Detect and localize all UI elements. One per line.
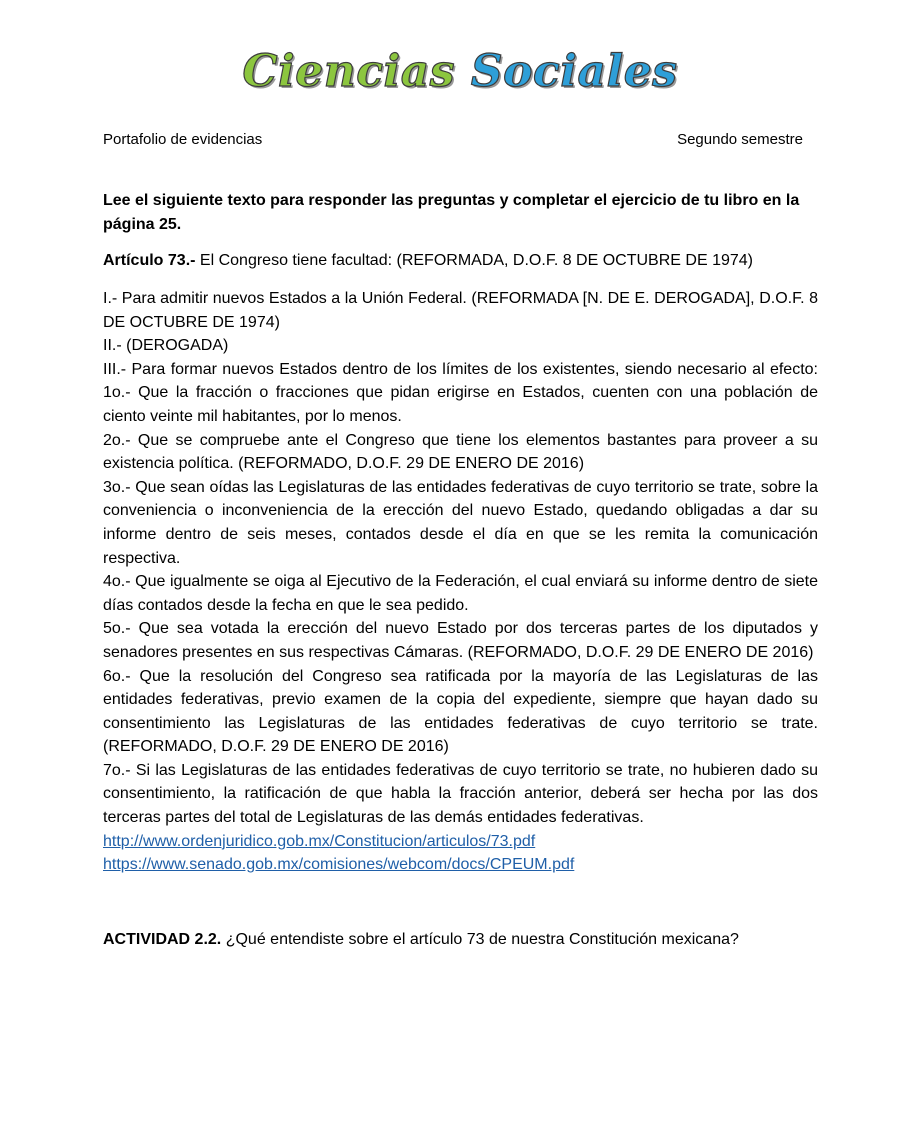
activity-label: ACTIVIDAD 2.2. — [103, 930, 222, 948]
ciencias-sociales-logo — [242, 46, 678, 97]
activity-question-text: ¿Qué entendiste sobre el artículo 73 de nuestra Constitución mexicana? — [225, 930, 739, 948]
article-title — [103, 249, 818, 273]
reference-link-ordenjuridico[interactable]: http://www.ordenjuridico.gob.mx/Constitucion/articulos/73.pdf — [103, 832, 536, 850]
article-text — [103, 287, 818, 876]
logo-word-sociales: Sociales — [470, 46, 678, 97]
reference-links — [103, 830, 818, 876]
article-paragraph: I.- Para admitir nuevos Estados a la Unión Federal. (REFORMADA [N. DE E. DEROGADA], D.O.F. 8 DE OCTUBRE DE 1974) — [103, 290, 818, 331]
activity-question — [103, 928, 818, 952]
document-body — [103, 189, 818, 952]
logo-word-ciencias: Ciencias — [242, 46, 456, 97]
article-paragraph: 7o.- Si las Legislaturas de las entidades federativas de cuyo territorio se trate, no hubieren dado su consentimiento, la ratificación de que habla la fracción anterior, deberá ser hecha por las dos terceras partes del total de Legislaturas de las demás entidades federativas. — [103, 761, 818, 827]
reference-link-senado[interactable]: https://www.senado.gob.mx/comisiones/webcom/docs/CPEUM.pdf — [103, 855, 575, 873]
header-right: Segundo semestre — [677, 131, 803, 148]
intro-instruction: Lee el siguiente texto para responder las preguntas y completar el ejercicio de tu libro en la página 25. — [103, 192, 800, 233]
article-title-text: El Congreso tiene facultad: (REFORMADA, D.O.F. 8 DE OCTUBRE DE 1974) — [199, 252, 753, 269]
logo-banner — [0, 46, 920, 97]
article-paragraph: 4o.- Que igualmente se oiga al Ejecutivo de la Federación, el cual enviará su informe dentro de siete días contados desde la fecha en que le sea pedido. — [103, 573, 818, 614]
article-paragraph: II.- (DEROGADA) — [103, 337, 229, 355]
article-paragraph: 3o.- Que sean oídas las Legislaturas de las entidades federativas de cuyo territorio se trate, sobre la conveniencia o inconveniencia de la erección del nuevo Estado, quedando obligadas a dar su informe dentro de seis meses, contados desde el día en que se les remita la comunicación respectiva. — [103, 478, 818, 567]
header-left: Portafolio de evidencias — [103, 131, 263, 148]
article-paragraph: 5o.- Que sea votada la erección del nuevo Estado por dos terceras partes de los diputados y senadores presentes en sus respectivas Cámaras. (REFORMADO, D.O.F. 29 DE ENERO DE 2016) — [103, 620, 818, 661]
page-header — [103, 131, 803, 151]
article-paragraph: 2o.- Que se compruebe ante el Congreso que tiene los elementos bastantes para proveer a su existencia política. (REFORMADO, D.O.F. 29 DE ENERO DE 2016) — [103, 431, 818, 473]
article-label: Artículo 73.- — [103, 252, 196, 269]
article-paragraph: III.- Para formar nuevos Estados dentro de los límites de los existentes, siendo necesario al efecto: 1o.- Que la fracción o fracciones que pidan erigirse en Estados, cuenten con una población de ciento veinte mil habitantes, por lo menos. — [103, 360, 818, 425]
article-paragraph: 6o.- Que la resolución del Congreso sea ratificada por la mayoría de las Legislaturas de las entidades federativas, previo examen de la copia del expediente, siempre que hayan dado su consentimiento las Legislaturas de las entidades federativas de cuyo territorio se trate. (REFORMADO, D.O.F. 29 DE ENERO DE 2016) — [103, 667, 818, 756]
